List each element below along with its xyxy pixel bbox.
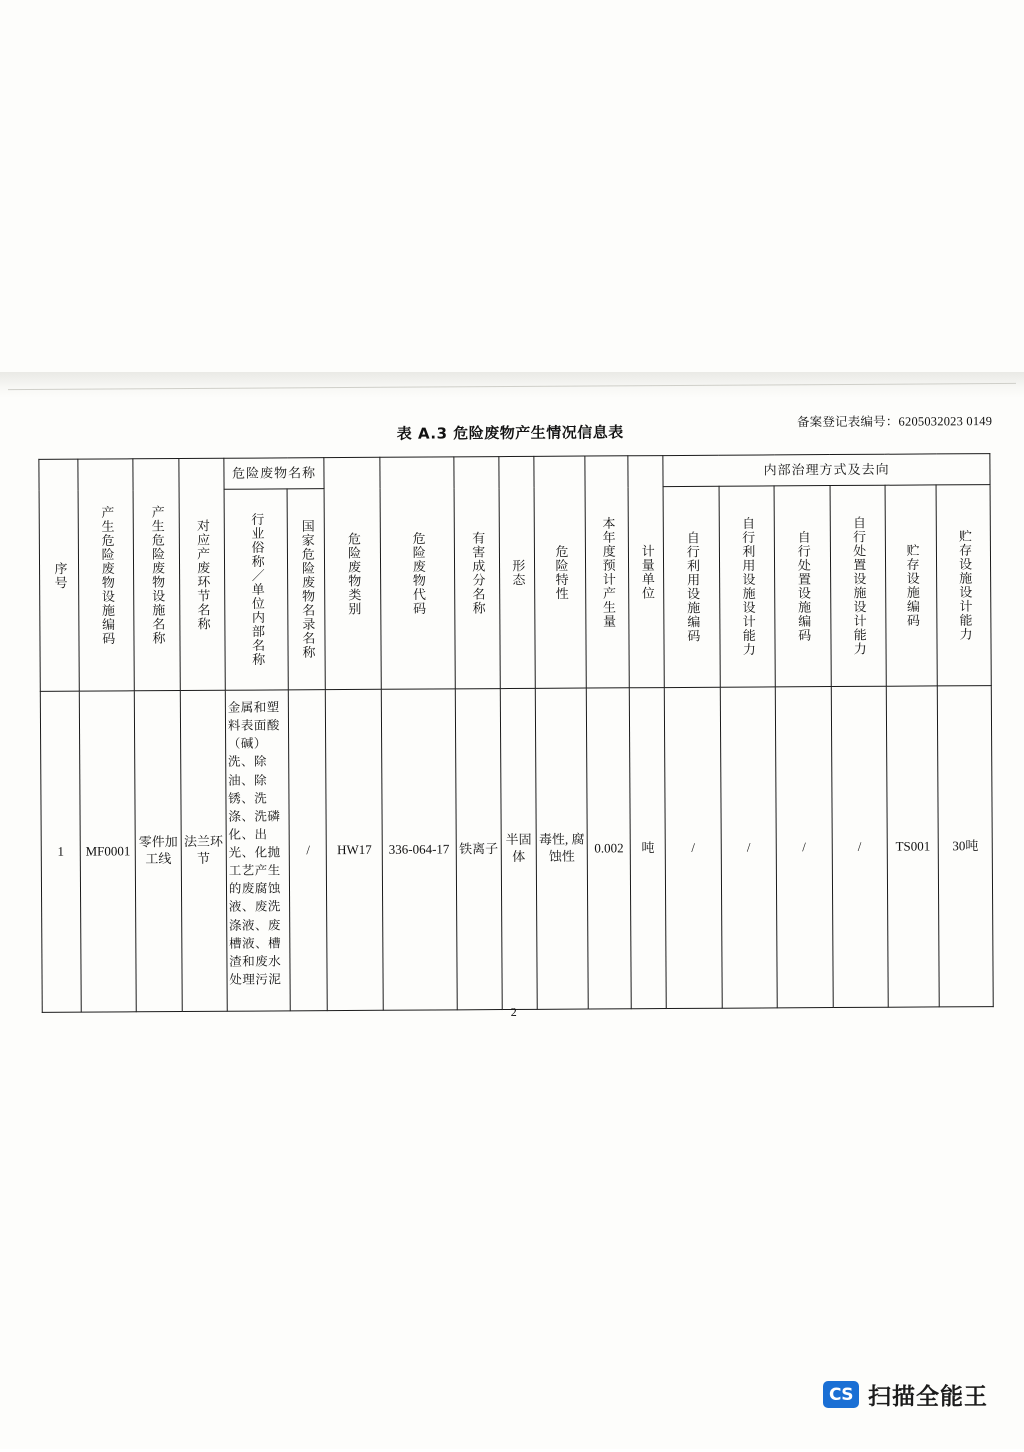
camscanner-watermark [823,1378,988,1411]
cell-form: 半固体 [500,688,537,1009]
header-annual-estimate: 本年度预计产生量 [585,456,630,688]
cell-self-use-capacity: / [720,687,777,1008]
header-process-name: 对应产废环节名称 [178,458,225,690]
table-row [40,686,993,1013]
header-industry-name: 行业俗称／单位内部名称 [224,489,289,690]
header-form: 形态 [499,456,535,688]
cell-storage-code: TS001 [886,686,939,1007]
page-number: 2 [510,1004,517,1020]
header-self-use-capacity: 自行利用设施设计能力 [719,486,776,687]
cell-waste-code: 336-064-17 [381,689,457,1010]
header-group-waste-name: 危险废物名称 [224,458,325,490]
page-title: 表 A.3 危险废物产生情况信息表 [396,423,624,443]
header-group-internal-treatment: 内部治理方式及去向 [663,454,990,487]
cell-harmful-component: 铁离子 [455,689,502,1010]
header-harmful-component: 有害成分名称 [454,457,501,689]
header-storage-code: 贮存设施编码 [885,485,938,686]
cell-industry-name: 金属和塑料表面酸（碱）洗、除油、除锈、洗涤、洗磷化、出光、化抛工艺产生的废腐蚀液、废洗涤液、废槽液、槽渣和废水处理污泥 [225,690,291,1011]
header-waste-category: 危险废物类别 [324,457,381,689]
camscanner-label: 扫描全能王 [868,1384,988,1410]
header-self-use-code: 自行利用设施编码 [663,486,720,687]
cell-annual-estimate: 0.002 [586,688,631,1009]
cell-hazard-property: 毒性, 腐蚀性 [535,688,588,1009]
header-unit: 计量单位 [628,456,664,688]
hazardous-waste-table [38,453,993,1013]
camscanner-logo-icon: CS [823,1381,859,1408]
header-facility-name: 产生危险废物设施名称 [133,459,180,691]
cell-self-disposal-code: / [775,687,832,1008]
cell-unit: 吨 [630,688,667,1009]
cell-process-name: 法兰环节 [180,690,227,1011]
cell-self-disposal-capacity: / [831,686,888,1007]
header-self-disposal-code: 自行处置设施编码 [774,486,831,687]
cell-seq: 1 [40,691,81,1012]
header-waste-code: 危险废物代码 [380,457,455,689]
header-hazard-property: 危险特性 [534,456,587,688]
cell-storage-capacity: 30吨 [938,686,994,1007]
header-seq: 序号 [39,459,79,691]
header-facility-code: 产生危险废物设施编码 [78,459,135,691]
header-catalog-name: 国家危险废物名录名称 [288,489,326,690]
cell-catalog-name: / [289,690,328,1011]
cell-facility-name: 零件加工线 [135,691,182,1012]
header-self-disposal-capacity: 自行处置设施设计能力 [830,485,887,686]
cell-waste-category: HW17 [326,689,383,1010]
cell-self-use-code: / [665,687,722,1008]
cell-facility-code: MF0001 [79,691,136,1012]
header-storage-capacity: 贮存设施设计能力 [936,485,991,686]
registration-number: 备案登记表编号：6205032023 0149 [796,414,993,430]
